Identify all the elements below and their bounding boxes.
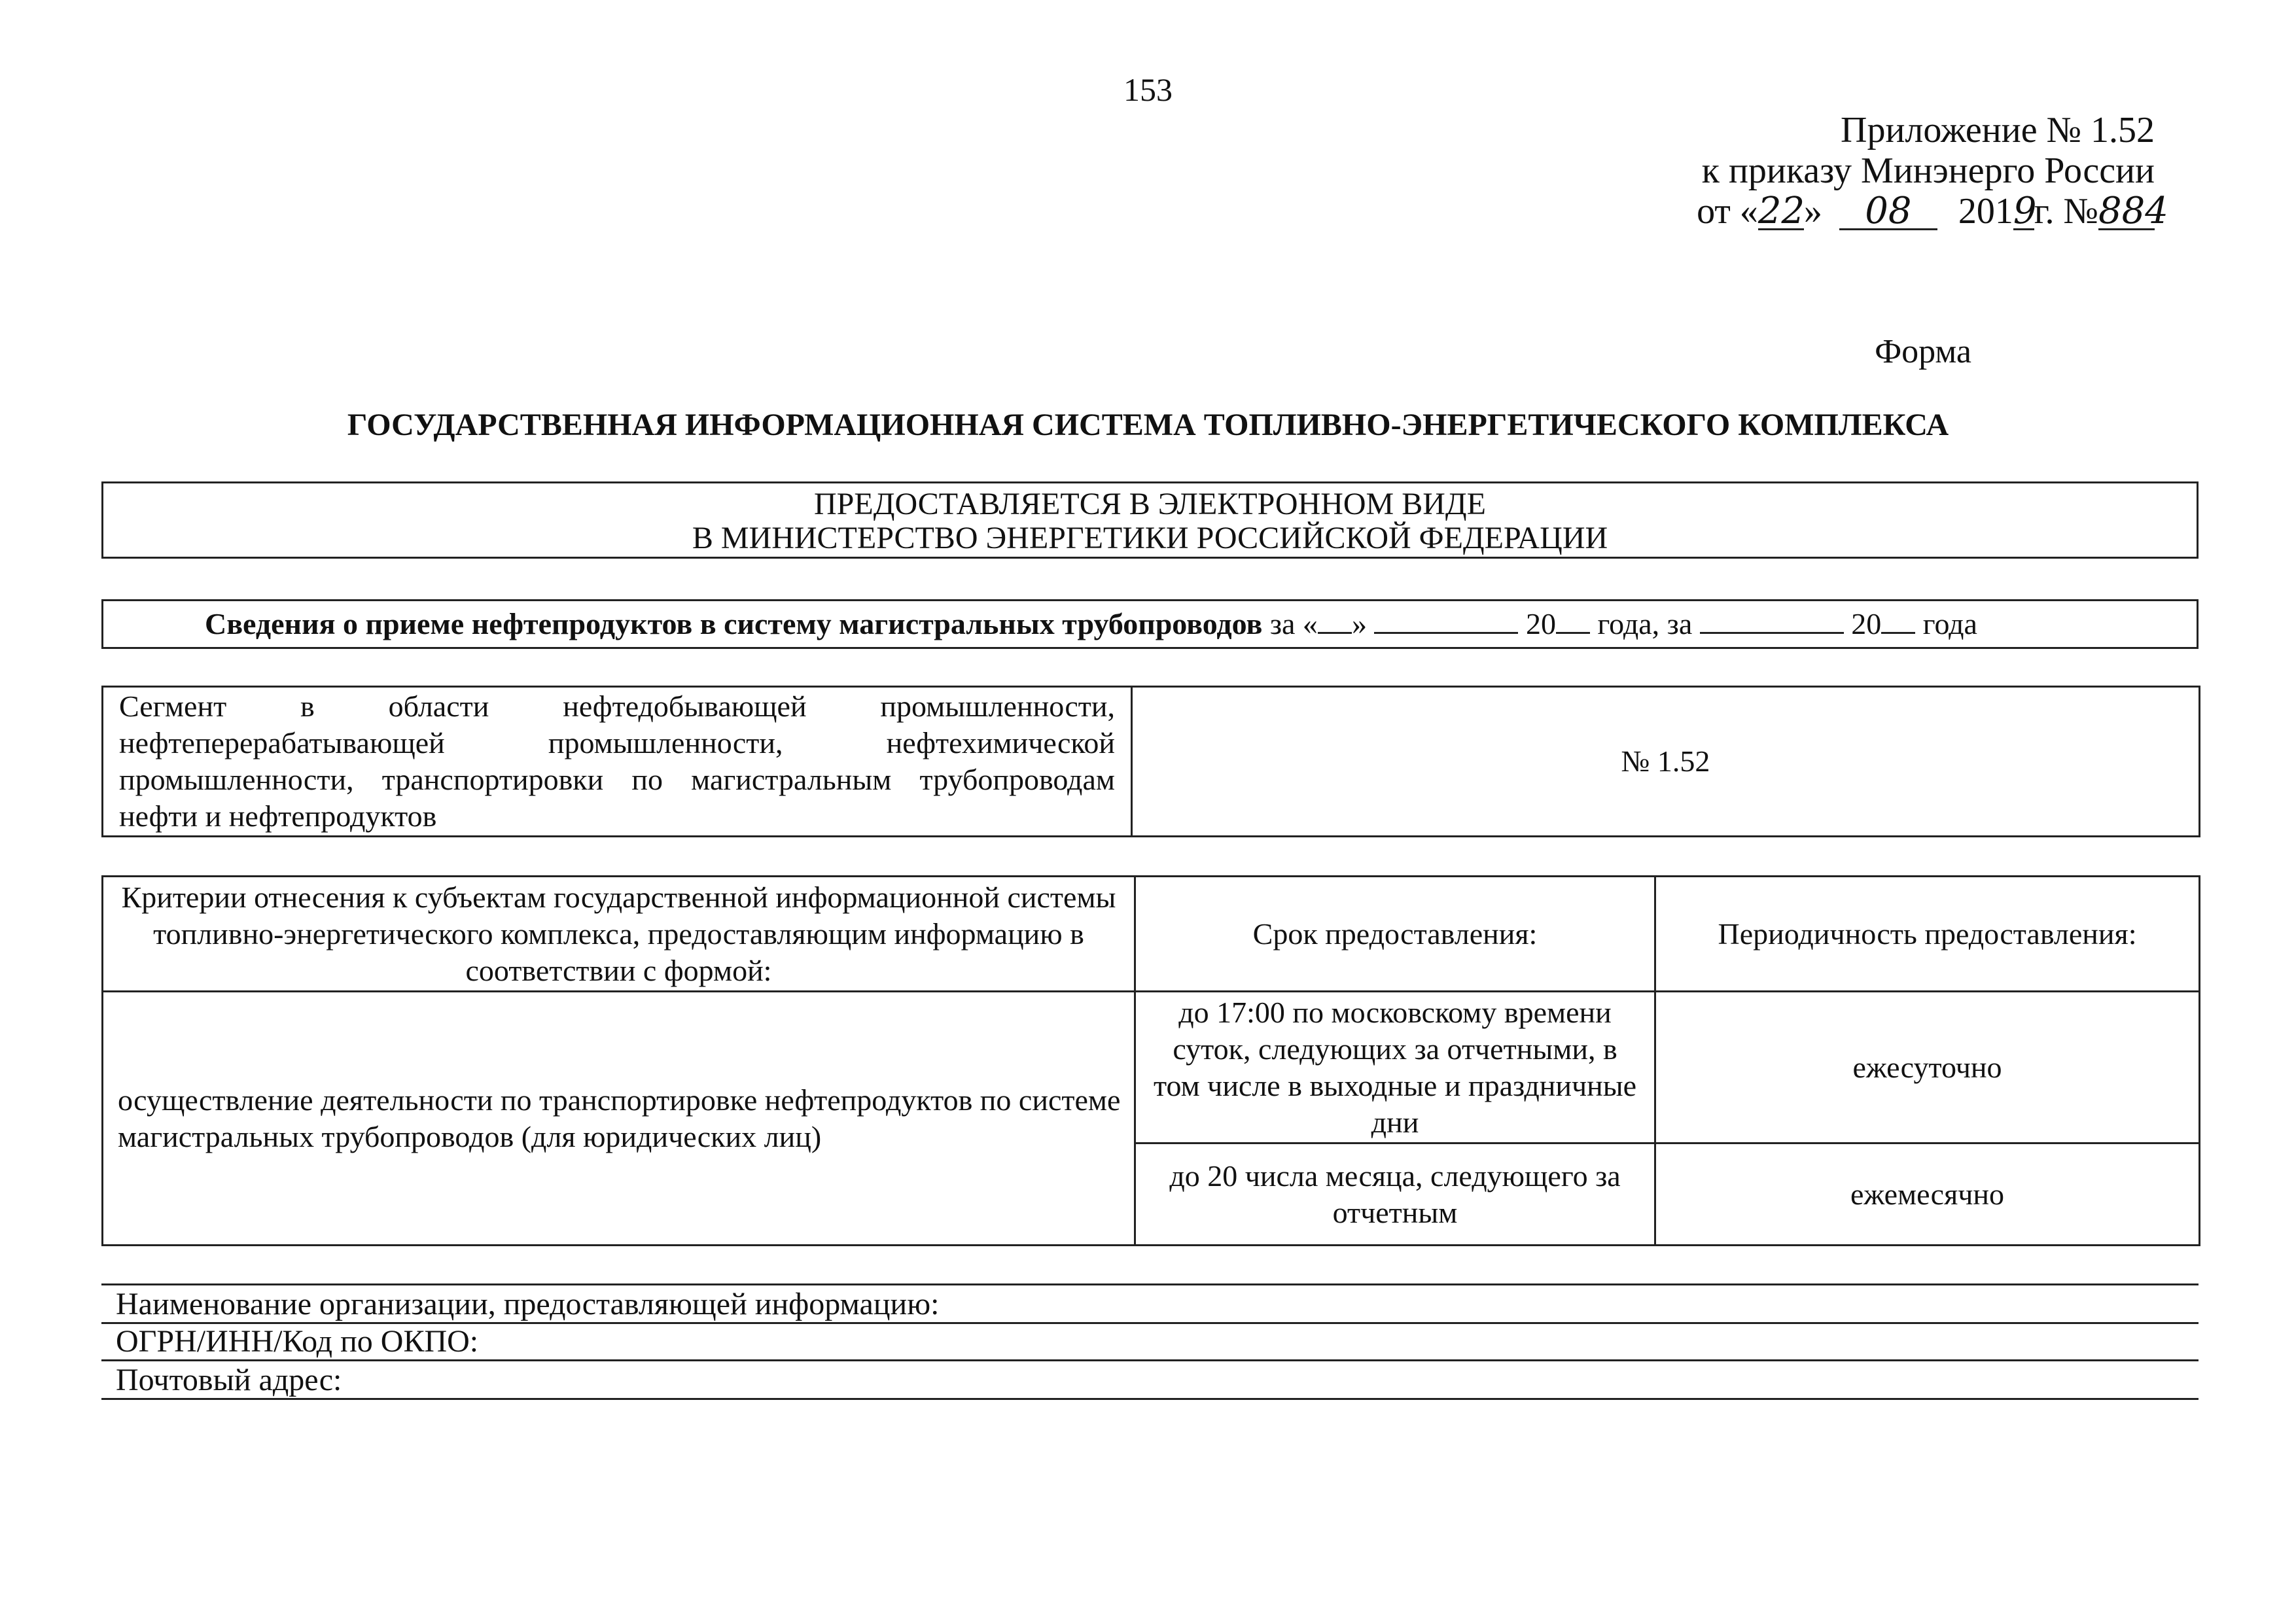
report-goda: года bbox=[1922, 607, 1977, 640]
segment-code: № 1.52 bbox=[1132, 687, 2200, 837]
deadline-daily: до 17:00 по московскому времени суток, следующих за отчетными, в том числе в выходные и праздничные дни bbox=[1135, 992, 1655, 1143]
year-prefix-1: 20 bbox=[1525, 607, 1556, 640]
criteria-header: Критерии отнесения к субъектам государственной информационной системы топливно-энергетического комплекса, предоставляющим информацию в соответствии с формой: bbox=[103, 877, 1135, 992]
year-prefix: 201 bbox=[1958, 191, 2013, 232]
report-close-quote: » bbox=[1351, 607, 1367, 640]
ogrn-inn-okpo-field[interactable]: ОГРН/ИНН/Код по ОКПО: bbox=[101, 1324, 2199, 1361]
notice-line-1: ПРЕДОСТАВЛЯЕТСЯ В ЭЛЕКТРОННОМ ВИДЕ bbox=[814, 487, 1486, 521]
report-period-line bbox=[101, 599, 2199, 649]
year-blank-2[interactable] bbox=[1881, 604, 1915, 634]
criteria-table bbox=[101, 875, 2200, 1246]
deadline-monthly: до 20 числа месяца, следующего за отчетным bbox=[1135, 1143, 1655, 1246]
handwritten-order-number: 884 bbox=[2098, 190, 2168, 232]
month-blank-1[interactable] bbox=[1374, 604, 1518, 634]
criteria-subject: осуществление деятельности по транспортировке нефтепродуктов по системе магистральных трубопроводов (для юридических лиц) bbox=[103, 992, 1135, 1246]
main-title: ГОСУДАРСТВЕННАЯ ИНФОРМАЦИОННАЯ СИСТЕМА ТОПЛИВНО-ЭНЕРГЕТИЧЕСКОГО КОМПЛЕКСА bbox=[347, 408, 1949, 442]
periodicity-header: Периодичность предоставления: bbox=[1655, 877, 2200, 992]
report-goda-za: года, за bbox=[1597, 607, 1693, 640]
criteria-row-daily bbox=[103, 992, 2200, 1143]
periodicity-daily: ежесуточно bbox=[1655, 992, 2200, 1143]
date-sep: » bbox=[1803, 191, 1822, 232]
page-number: 153 bbox=[1123, 71, 1173, 108]
segment-row bbox=[103, 687, 2200, 837]
org-name-field[interactable]: Наименование организации, предоставляющей информацию: bbox=[101, 1287, 2199, 1324]
submission-notice bbox=[101, 481, 2199, 559]
postal-address-field[interactable]: Почтовый адрес: bbox=[101, 1363, 2199, 1400]
criteria-header-row bbox=[103, 877, 2200, 992]
month-blank-2[interactable] bbox=[1700, 604, 1844, 634]
year-blank-1[interactable] bbox=[1556, 604, 1590, 634]
notice-line-2: В МИНИСТЕРСТВО ЭНЕРГЕТИКИ РОССИЙСКОЙ ФЕДЕРАЦИИ bbox=[692, 521, 1608, 555]
report-za: за « bbox=[1269, 607, 1318, 640]
handwritten-day: 22 bbox=[1757, 190, 1805, 232]
segment-description: Сегмент в области нефтедобывающей промышленности, нефтеперерабатывающей промышленности, нефтехимической промышленности, транспортировки по магистральным трубопроводам нефти и нефтепродуктов bbox=[103, 687, 1132, 837]
appendix-block bbox=[1697, 110, 2168, 232]
order-number-prefix: г. № bbox=[2034, 191, 2098, 232]
periodicity-monthly: ежемесячно bbox=[1655, 1143, 2200, 1246]
appendix-order: к приказу Минэнерго России bbox=[1701, 150, 2155, 191]
day-blank[interactable] bbox=[1318, 604, 1352, 634]
appendix-date-line bbox=[1697, 190, 2168, 232]
appendix-title: Приложение № 1.52 bbox=[1841, 110, 2155, 150]
year-prefix-2: 20 bbox=[1851, 607, 1882, 640]
segment-table bbox=[101, 686, 2200, 837]
fields-top-rule bbox=[101, 1283, 2199, 1285]
date-prefix: от « bbox=[1697, 191, 1758, 232]
form-label: Форма bbox=[1875, 333, 1971, 370]
handwritten-month: 08 bbox=[1839, 194, 1937, 230]
deadline-header: Срок предоставления: bbox=[1135, 877, 1655, 992]
handwritten-year-digit: 9 bbox=[2013, 190, 2037, 232]
report-title: Сведения о приеме нефтепродуктов в систему магистральных трубопроводов bbox=[205, 607, 1263, 640]
